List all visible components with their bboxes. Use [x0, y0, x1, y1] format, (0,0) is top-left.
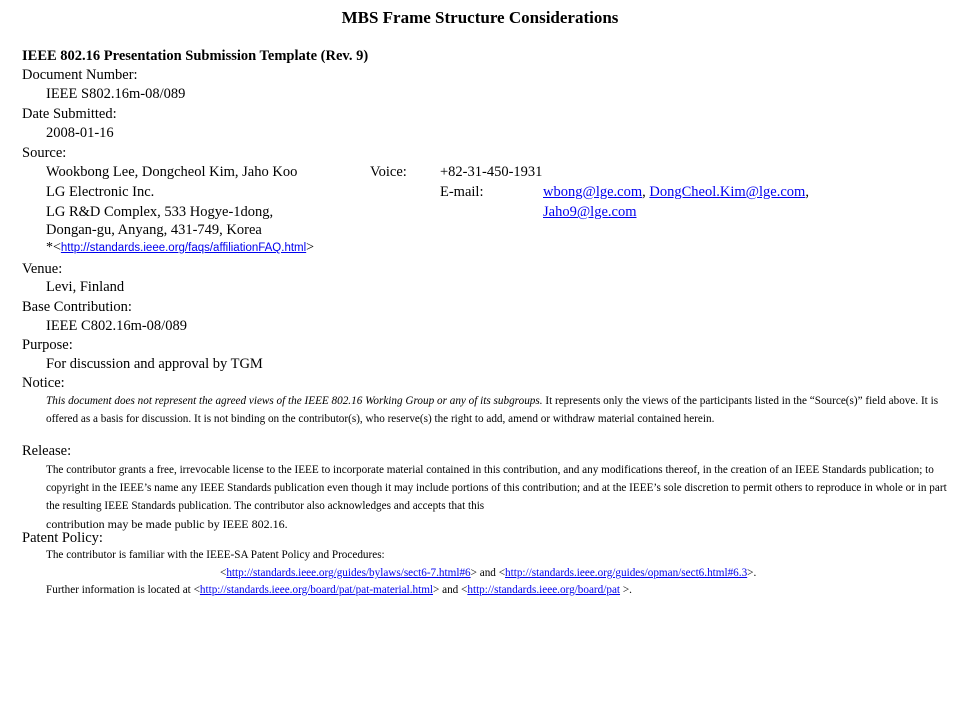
patent-link-bylaws[interactable]: http://standards.ieee.org/guides/bylaws/sect6-7.html#6: [226, 567, 471, 579]
email-line: [543, 184, 809, 201]
patent-link-board[interactable]: http://standards.ieee.org/board/pat: [467, 584, 621, 596]
template-label: IEEE 802.16 Presentation Submission Template (Rev. 9): [22, 48, 369, 64]
email-link-3-text[interactable]: Jaho9@lge.com: [543, 204, 637, 220]
email-trailing-comma: ,: [805, 184, 809, 200]
venue-value: Levi, Finland: [46, 279, 125, 295]
page-title: MBS Frame Structure Considerations: [341, 8, 619, 27]
email-link-1[interactable]: wbong@lge.com: [543, 184, 643, 200]
email-link-3[interactable]: [543, 204, 637, 221]
release-text: [46, 461, 954, 534]
notice-body: It represents only the views of the participants listed in the “Source(s)” field above. It is offered as a basis for discussion. It is not binding on the contributor(s), who reserve(s) the right to add, amend or withdraw material contained herein.: [46, 395, 939, 425]
voice-label: Voice:: [370, 164, 407, 180]
patent-link-material[interactable]: http://standards.ieee.org/board/pat/pat-material.html: [199, 584, 433, 596]
further-info-line: [46, 581, 632, 599]
date-value: 2008-01-16: [46, 125, 114, 141]
patent-links-line: [220, 564, 756, 582]
patent-close: >.: [747, 567, 757, 579]
further-info-close: >.: [620, 584, 632, 596]
affiliation-link[interactable]: http://standards.ieee.org/faqs/affiliationFAQ.html: [60, 242, 307, 254]
base-contribution-label: Base Contribution:: [22, 299, 132, 315]
affiliation-line: [46, 240, 314, 256]
doc-number-value: IEEE S802.16m-08/089: [46, 86, 186, 102]
patent-link-opman[interactable]: http://standards.ieee.org/guides/opman/sect6.html#6.3: [505, 567, 748, 579]
voice-number: +82-31-450-1931: [440, 164, 543, 180]
doc-number-label: Document Number:: [22, 67, 138, 83]
patent-open: <: [220, 567, 227, 579]
source-authors: Wookbong Lee, Dongcheol Kim, Jaho Koo: [46, 164, 298, 180]
notice-text: [46, 392, 946, 428]
source-org: LG Electronic Inc.: [46, 184, 155, 200]
source-address-1: LG R&D Complex, 533 Hogye-1dong,: [46, 204, 274, 220]
patent-and: > and <: [470, 567, 506, 579]
date-label: Date Submitted:: [22, 106, 117, 122]
release-body: The contributor grants a free, irrevocable license to the IEEE to incorporate material contained in this contribution, and any modifications thereof, in the creation of an IEEE Standards publication; to copyright in the IEEE’s name any IEEE Standards publication even though it may include portions of this contribution; and at the IEEE’s sole discretion to permit others to reproduce in whole or in part the resulting IEEE Standards publication. The contributor also acknowledges and accepts that this: [46, 464, 947, 512]
base-contribution-value: IEEE C802.16m-08/089: [46, 318, 187, 334]
further-info-and: > and <: [433, 584, 468, 596]
notice-italic: This document does not represent the agreed views of the IEEE 802.16 Working Group or any of its subgroups.: [46, 395, 543, 407]
source-label: Source:: [22, 145, 67, 161]
email-label: E-mail:: [440, 184, 484, 200]
email-link-2[interactable]: DongCheol.Kim@lge.com: [649, 184, 806, 200]
further-info-prefix: Further information is located at <: [46, 584, 200, 596]
patent-intro: The contributor is familiar with the IEEE-SA Patent Policy and Procedures:: [46, 549, 385, 561]
affiliation-prefix: *<: [46, 240, 61, 255]
release-label: Release:: [22, 443, 72, 459]
source-address-2: Dongan-gu, Anyang, 431-749, Korea: [46, 222, 262, 238]
email-separator: ,: [642, 184, 646, 200]
affiliation-suffix: >: [306, 240, 315, 255]
notice-label: Notice:: [22, 375, 65, 391]
patent-policy-label: Patent Policy:: [22, 530, 103, 546]
purpose-label: Purpose:: [22, 337, 73, 353]
purpose-value: For discussion and approval by TGM: [46, 356, 263, 372]
venue-label: Venue:: [22, 261, 63, 277]
release-tail: contribution may be made public by IEEE 802.16.: [46, 517, 288, 531]
